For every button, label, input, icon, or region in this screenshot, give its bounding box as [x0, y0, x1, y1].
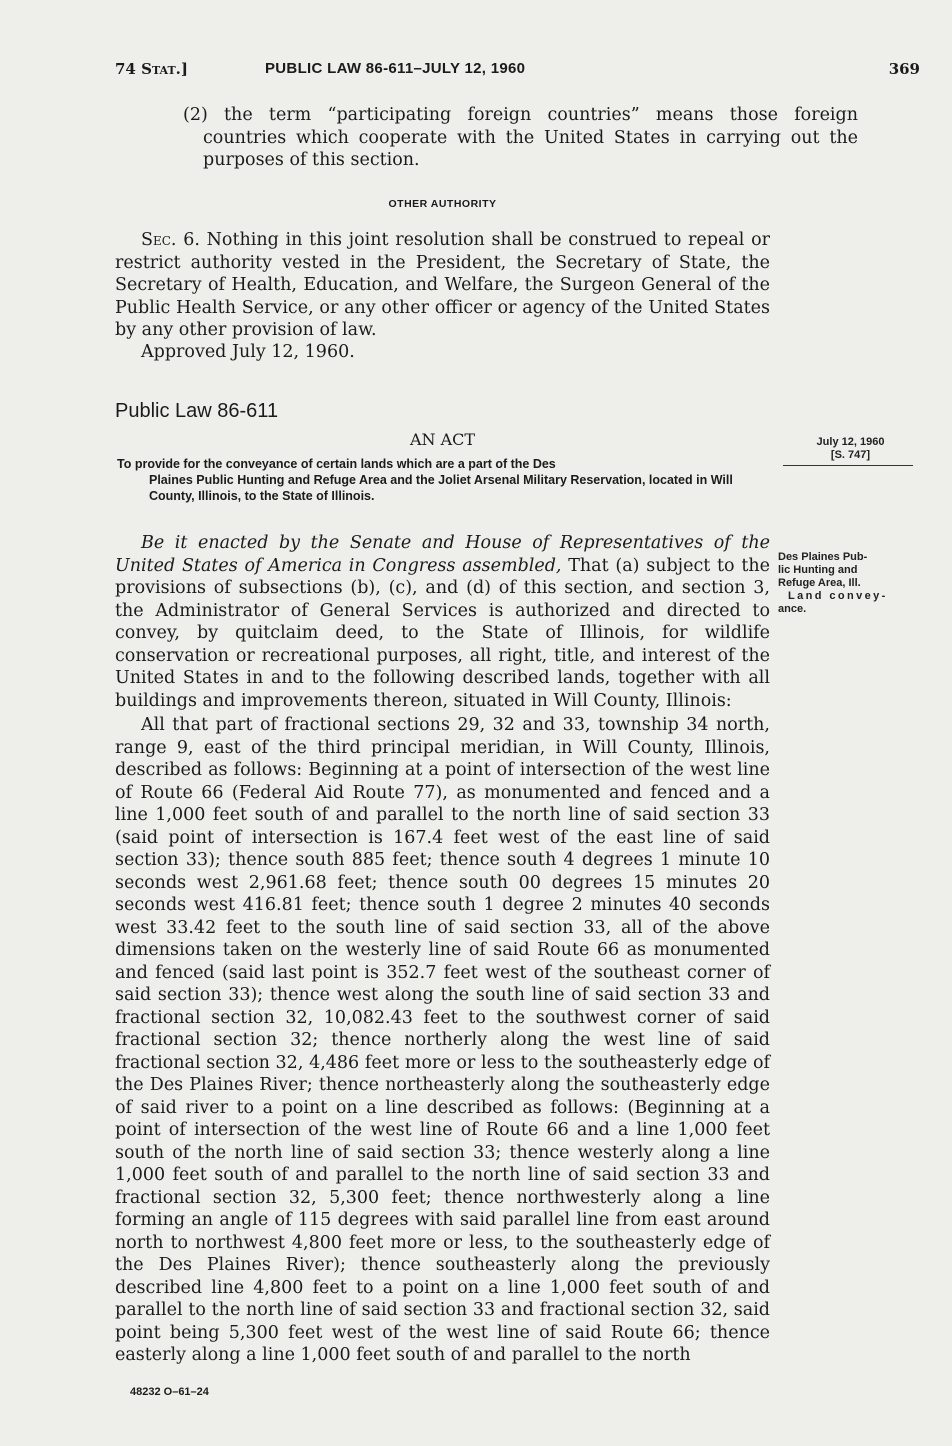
margin-bill-number: [S. 747]: [830, 449, 871, 461]
section-6-text: Nothing in this joint resolution shall be construed to repeal or restrict authority vested in the President, the Secretary of State, the Secretary of Health, Education, and Welfare, the Surgeon General of the Public Health Service, or any other officer or agency of the United States by any other provision of law.: [115, 230, 770, 340]
section-6-label: Sec. 6.: [141, 230, 200, 250]
statute-reference: 74 Stat.]: [115, 60, 188, 78]
margin-subject-note: [778, 551, 918, 616]
act-purpose-continuation: Plaines Public Hunting and Refuge Area and the Joliet Arsenal Military Reservation, located in Will County, Illinois, to the State of Illinois.: [149, 473, 733, 503]
page-number: 369: [888, 60, 920, 78]
public-law-title: Public Law 86-611: [115, 400, 279, 422]
enacting-text: That (a) subject to the provisions of subsections (b), (c), and (d) of this section, and section 3, the Administrator of General Services is authorized and directed to convey, by quitclaim deed, to the State of Illinois, for wildlife conservation or recreational purposes, all right, title, and interest of the United States in and to the following described lands, together with all buildings and improvements thereon, situated in Will County, Illinois:: [115, 555, 770, 711]
enacting-clause: Be it enacted by the Senate and House of Representatives of the United States of America in Congress assembled,: [115, 533, 770, 576]
margin-subject-line1: Des Plaines Pub-: [778, 551, 868, 563]
margin-subject-line5: ance.: [778, 603, 807, 615]
section-heading-other-authority: OTHER AUTHORITY: [388, 198, 497, 210]
margin-subject-line2: lic Hunting and: [778, 564, 858, 576]
act-purpose: [117, 456, 767, 504]
approval-date: Approved July 12, 1960.: [141, 342, 355, 362]
enacting-clause-paragraph: [115, 532, 770, 712]
section-6-paragraph: [115, 229, 770, 342]
header-title: PUBLIC LAW 86-611–JULY 12, 1960: [265, 60, 526, 77]
margin-subject-line3: Refuge Area, Ill.: [778, 577, 861, 589]
land-description-paragraph: All that part of fractional sections 29, 32 and 33, township 34 north, range 9, east of the third principal meridian, in Will County, Illinois, described as follows: Beginning at a point of intersection of the west line of Route 66 (Federal Aid Route 77), as monumented and fenced and a line 1,000 feet south of and parallel to the north line of said section 33 (said point of intersection is 167.4 feet west of the east line of said section 33); thence south 885 feet; thence south 4 degrees 1 minute 10 seconds west 2,961.68 feet; thence south 00 degrees 15 minutes 20 seconds west 416.81 feet; thence south 1 degree 2 minutes 40 seconds west 33.42 feet to the south line of said section 33, all of the above dimensions taken on the westerly line of said Route 66 as monumented and fenced (said last point is 352.7 feet west of the southeast corner of said section 33); thence west along the south line of said section 33 and fractional section 32, 10,082.43 feet to the southwest corner of said fractional section 32; thence northerly along the west line of said fractional section 32, 4,486 feet more or less to the southeasterly edge of the Des Plaines River; thence northeasterly along the southeasterly edge of said river to a point on a line described as follows: (Beginning at a point of intersection of the west line of Route 66 and a line 1,000 feet south of the north line of said section 33; thence westerly along a line 1,000 feet south of and parallel to the north line of said section 33 and fractional section 32, 5,300 feet; thence northwesterly along a line forming an angle of 115 degrees with said parallel line from east around north to northwest 4,800 feet more or less, to the southeasterly edge of the Des Plaines River); thence southeasterly along the previously described line 4,800 feet to a point on a line 1,000 feet south of and parallel to the north line of said section 33 and fractional section 32, said point being 5,300 feet west of the west line of said Route 66; thence easterly along a line 1,000 feet south of and parallel to the north: [115, 715, 770, 1365]
margin-subject-line4: Land convey-: [788, 590, 888, 602]
margin-divider: [783, 465, 913, 466]
act-heading: AN ACT: [409, 430, 476, 449]
footer-print-code: 48232 O–61–24: [130, 1386, 209, 1398]
margin-date: July 12, 1960: [816, 436, 885, 448]
margin-date-note: [788, 436, 913, 462]
definition-paragraph: (2) the term “participating foreign countries” means those foreign countries which cooperate with the United States in carrying out the purposes of this section.: [183, 105, 858, 170]
page-header: [115, 60, 920, 86]
act-purpose-line1: To provide for the conveyance of certain lands which are a part of the Des: [117, 457, 556, 471]
